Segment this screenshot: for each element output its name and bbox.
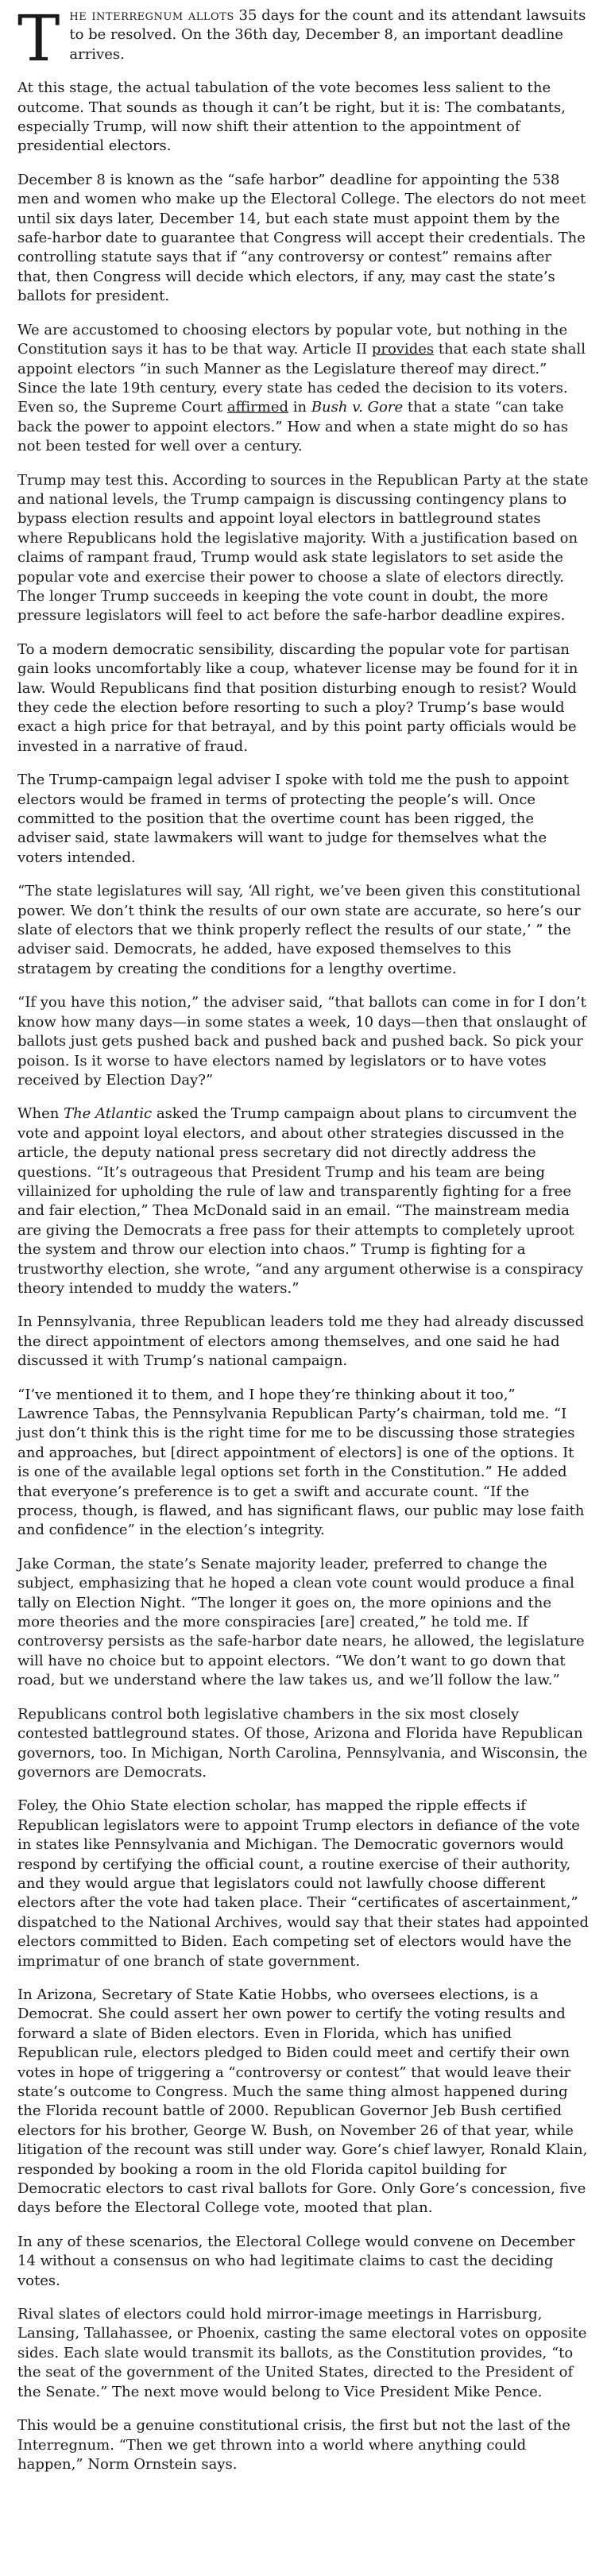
paragraph-10-text-b: asked the Trump campaign about plans to circumvent the vote and appoint loyal electors, and about other strategies discussed in the article, the deputy national press secretary did not directly address the questions. “It’s outrageous that President Trump and his team are being villainized for upholding the rule of law and transparently fighting for a free and fair election,” Thea McDonald said in an email. “The mainstream media are giving the Democrats a free pass for their attempts to completely uproot the system and throw our election into chaos.” Trump is fighting for a trustworthy election, she wrote, “and any argument otherwise is a conspiracy theory intended to muddy the waters.”	[17, 1105, 584, 1297]
paragraph-1	[17, 2, 590, 75]
affirmed-link[interactable]: affirmed	[226, 399, 289, 416]
paragraph-19: This would be a genuine constitutional crisis, the first but not the last of the Interregnum. “Then we get thrown into a world where anything could happen,” Norm Ornstein says.	[17, 2417, 570, 2473]
paragraph-17: In any of these scenarios, the Electoral College would convene on December 14 without a consensus on who had legitimate claims to cast the deciding votes.	[17, 2233, 575, 2289]
paragraph-5: Trump may test this. According to sources in the Republican Party at the state and national levels, the Trump campaign is discussing contingency plans to bypass election results and appoint loyal electors in battleground states where Republicans hold the legislative majority. With a justification based on claims of rampant fraud, Trump would ask state legislators to set aside the popular vote and exercise their power to choose a slate of electors directly. The longer Trump succeeds in keeping the vote count in doubt, the more pressure legislators will feel to act before the safe-harbor deadline expires.	[17, 471, 589, 625]
provides-link[interactable]: provides	[371, 341, 435, 358]
drop-cap: T	[17, 2, 60, 75]
paragraph-18: Rival slates of electors could hold mirror-image meetings in Harrisburg, Lansing, Tallahassee, or Phoenix, casting the same electoral votes on opposite sides. Each slate would transmit its ballots, as the Constitution provides, “to the seat of the government of the United States, directed to the President of the Senate.” The next move would belong to Vice President Mike Pence.	[17, 2306, 587, 2400]
paragraph-4-text-d: that a state “can take back the power to appoint electors.” How and when a state might do so has not been tested for well over a century.	[17, 399, 569, 455]
paragraph-10-text-a: When	[17, 1105, 64, 1123]
paragraph-4-text-b: that each state shall appoint electors “in such Manner as the Legislature thereof may direct.” Since the late 19th century, every state has ceded the decision to its voters. Even so, the Supreme Court	[17, 341, 586, 416]
paragraph-2: At this stage, the actual tabulation of the vote becomes less salient to the outcome. That sounds as though it can’t be right, but it is: The combatants, especially Trump, will now shift their attention to the appointment of presidential electors.	[17, 79, 566, 155]
paragraph-11: In Pennsylvania, three Republican leaders told me they had already discussed the direct appointment of electors among themselves, and one said he had discussed it with Trump’s national campaign.	[17, 1313, 585, 1370]
case-name: Bush v. Gore	[311, 399, 404, 416]
paragraph-6: To a modern democratic sensibility, discarding the popular vote for partisan gain looks uncomfortably like a coup, whatever license may be found for it in law. Would Republicans find that position disturbing enough to resist? Would they cede the election before resorting to such a ploy? Trump’s base would exact a high price for that betrayal, and by this point party officials would be invested in a narrative of fraud.	[17, 640, 578, 755]
lead-in-caps: he interregnum allots	[69, 7, 234, 24]
paragraph-14: Republicans control both legislative chambers in the six most closely contested battleground states. Of those, Arizona and Florida have Republican governors, too. In Michigan, North Carolina, Pennsylvania, and Wisconsin, the governors are Democrats.	[17, 1705, 588, 1781]
paragraph-3: December 8 is known as the “safe harbor” deadline for appointing the 538 men and women who make up the Electoral College. The electors do not meet until six days later, December 14, but each state must appoint them by the safe-harbor date to guarantee that Congress will accept their credentials. The controlling statute says that if “any controversy or contest” remains after that, then Congress will decide which electors, if any, may cast the state’s ballots for president.	[17, 171, 586, 305]
paragraph-16: In Arizona, Secretary of State Katie Hobbs, who oversees elections, is a Democrat. She could assert her own power to certify the voting results and forward a slate of Biden electors. Even in Florida, which has unified Republican rule, electors pledged to Biden could meet and certify their own votes in hope of triggering a “controversy or contest” that would leave their state’s outcome to Congress. Much the same thing almost happened during the Florida recount battle of 2000. Republican Governor Jeb Bush certified electors for his brother, George W. Bush, on November 26 of that year, while litigation of the recount was still under way. Gore’s chief lawyer, Ronald Klain, responded by booking a room in the old Florida capitol building for Democratic electors to cast rival ballots for Gore. Only Gore’s concession, five days before the Electoral College vote, mooted that plan.	[17, 1986, 588, 2217]
paragraph-15: Foley, the Ohio State election scholar, has mapped the ripple effects if Republican legislators were to appoint Trump electors in defiance of the vote in states like Pennsylvania and Michigan. The Democratic governors would respond by certifying the official count, a routine exercise of their authority, and they would argue that legislators could not lawfully choose different electors after the vote had taken place. Their “certificates of ascertainment,” dispatched to the National Archives, would say that their states had appointed electors committed to Biden. Each competing set of electors would have the imprimatur of one branch of state government.	[17, 1797, 589, 1970]
publication-name: The Atlantic	[64, 1105, 153, 1123]
paragraph-1-text: 35 days for the count and its attendant lawsuits to be resolved. On the 36th day, December 8, an important deadline arrives.	[69, 7, 586, 63]
paragraph-8: “The state legislatures will say, ‘All right, we’ve been given this constitutional power. We don’t think the results of our own state are accurate, so here’s our slate of electors that we think properly reflect the results of our state,’ ” the adviser said. Democrats, he added, have exposed themselves to this stratagem by creating the conditions for a lengthy overtime.	[17, 883, 581, 977]
paragraph-7: The Trump-campaign legal adviser I spoke with told me the push to appoint electors would be framed in terms of protecting the people’s will. Once committed to the position that the overtime count has been rigged, the adviser said, state lawmakers will want to judge for themselves what the voters intended.	[17, 772, 569, 866]
paragraph-4-text-a: We are accustomed to choosing electors by popular vote, but nothing in the Constitution says it has to be that way. Article II	[17, 321, 568, 358]
paragraph-12: “I’ve mentioned it to them, and I hope they’re thinking about it too,” Lawrence Tabas, the Pennsylvania Republican Party’s chairman, told me. “I just don’t think this is the right time for me to be discussing those strategies and approaches, but [direct appointment of electors] is one of the options. It is one of the available legal options set forth in the Constitution.” He added that everyone’s preference is to get a swift and accurate count. “If the process, though, is flawed, and has significant flaws, our public may lose faith and confidence” in the election’s integrity.	[17, 1386, 585, 1539]
paragraph-13: Jake Corman, the state’s Senate majority leader, preferred to change the subject, emphasizing that he hoped a clean vote count would produce a final tally on Election Night. “The longer it goes on, the more opinions and the more theories and the more conspiracies [are] created,” he told me. If controversy persists as the safe-harbor date nears, he allowed, the legislature will have no choice but to appoint electors. “We don’t want to go down that road, but we understand where the law takes us, and we’ll follow the law.”	[17, 1555, 585, 1689]
paragraph-4-text-c: in	[288, 399, 311, 416]
paragraph-9: “If you have this notion,” the adviser said, “that ballots can come in for I don’t know how many days—in some states a week, 10 days—then that onslaught of ballots just gets pushed back and pushed back and pushed back. So pick your poison. Is it worse to have electors named by legislators or to have votes received by Election Day?”	[17, 994, 587, 1089]
paragraph-10	[17, 1104, 590, 1298]
paragraph-4	[17, 321, 590, 457]
